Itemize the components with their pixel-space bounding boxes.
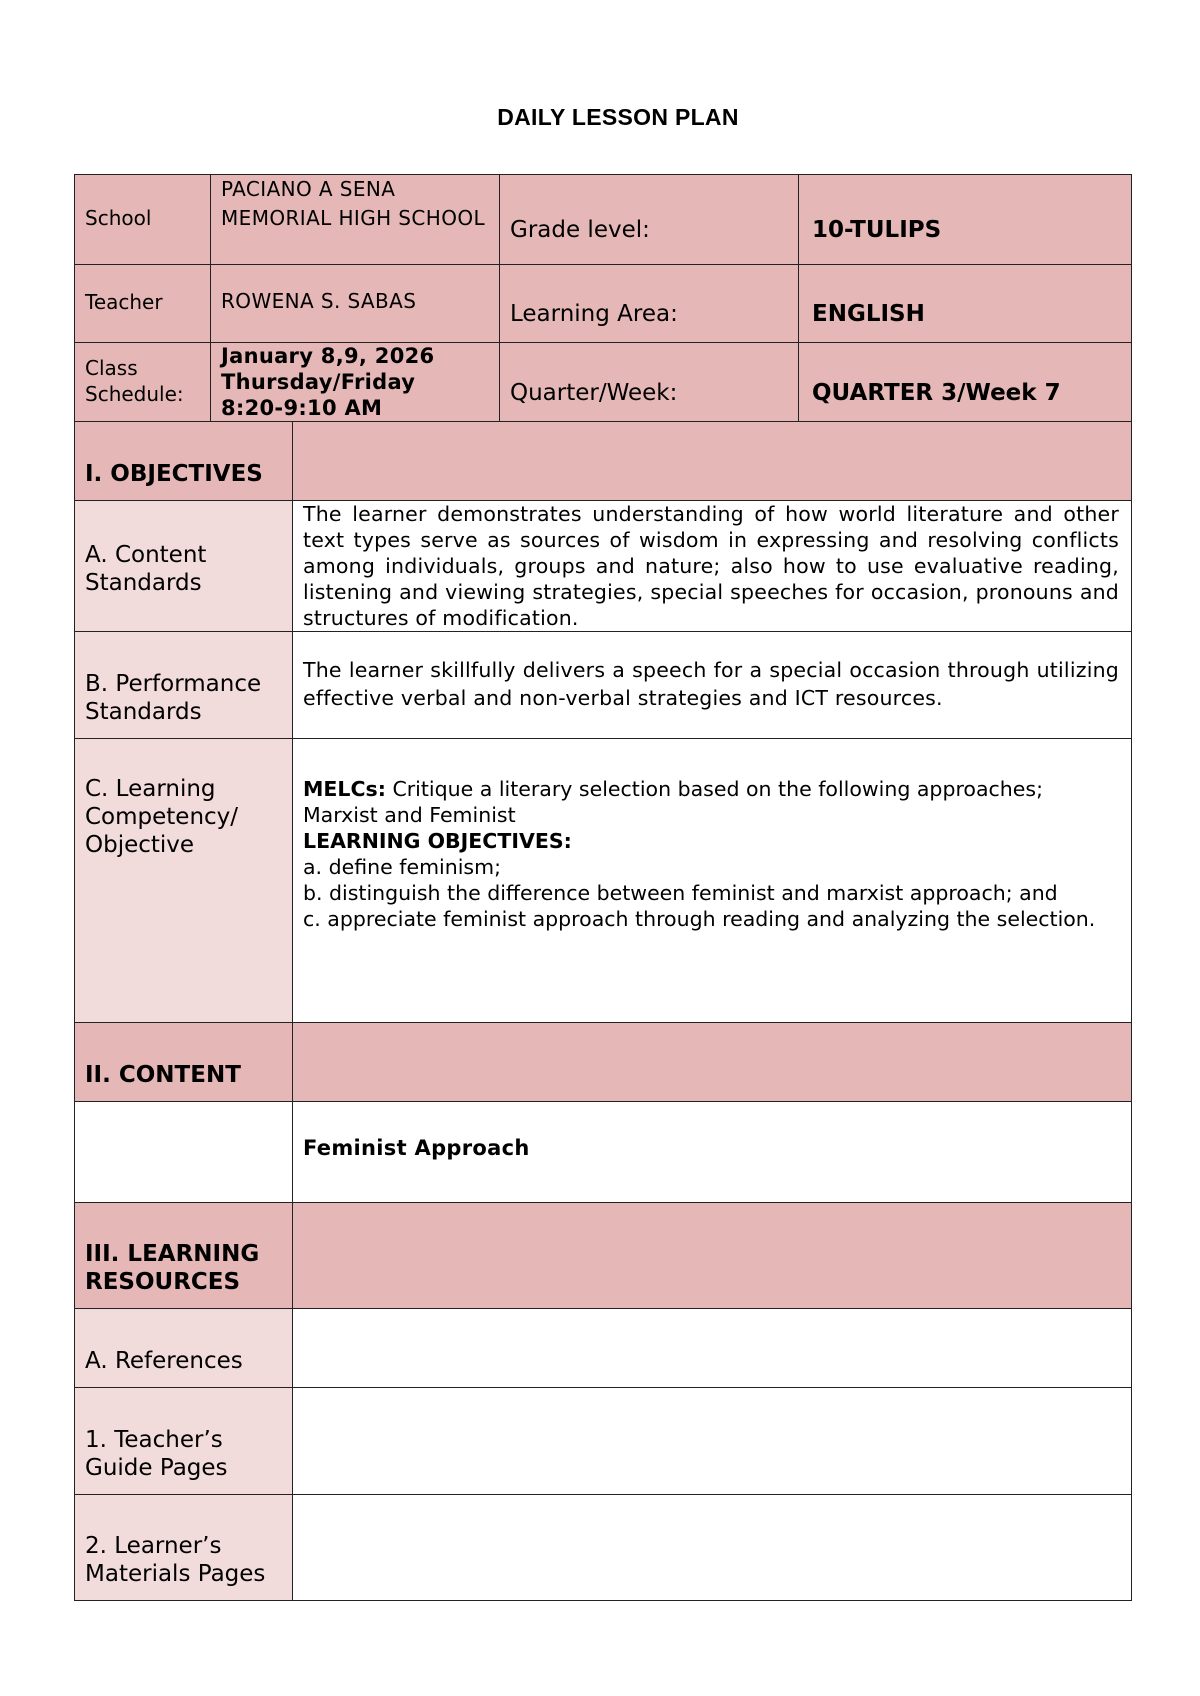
teacher-value: ROWENA S. SABAS: [221, 289, 417, 313]
learners-materials-label: 2. Learner’s Materials Pages: [75, 1495, 293, 1601]
performance-standards-label: B. Performance Standards: [75, 632, 293, 739]
learning-area-value: ENGLISH: [812, 301, 925, 327]
performance-standards-text: The learner skillfully delivers a speech for a special occasion through utilizing effective verbal and non-verbal strategies and ICT resources.: [303, 658, 1119, 710]
learning-competency-label: C. Learning Competency/ Objective: [75, 739, 293, 1023]
objective-item: b. distinguish the difference between feminist and marxist approach; and: [303, 881, 1058, 905]
content-standards-row: [75, 501, 1132, 632]
school-value: PACIANO A SENA MEMORIAL HIGH SCHOOL: [221, 177, 486, 230]
schedule-days: Thursday/Friday: [221, 370, 416, 394]
content-standards-label: A. Content Standards: [75, 501, 293, 632]
learning-area-label: Learning Area:: [510, 301, 678, 327]
references-row: [75, 1309, 1132, 1388]
quarter-week-value: QUARTER 3/Week 7: [812, 380, 1061, 406]
page-title: DAILY LESSON PLAN: [497, 104, 739, 130]
schedule-time: 8:20-9:10 AM: [221, 396, 383, 420]
melcs-paragraph: [303, 776, 1119, 828]
quarter-week-label: Quarter/Week:: [510, 380, 678, 406]
teachers-guide-label: 1. Teacher’s Guide Pages: [75, 1388, 293, 1495]
content-heading-row: [75, 1023, 1132, 1102]
objectives-row: [75, 422, 1132, 501]
objective-item: c. appreciate feminist approach through reading and analyzing the selection.: [303, 907, 1096, 931]
grade-level-label: Grade level:: [510, 217, 650, 243]
learners-materials-row: [75, 1495, 1132, 1601]
resources-heading: III. LEARNING RESOURCES: [75, 1203, 293, 1309]
references-label: A. References: [75, 1309, 293, 1388]
grade-level-value: 10-TULIPS: [812, 217, 942, 243]
class-schedule-value: [221, 343, 496, 421]
resources-heading-row: [75, 1203, 1132, 1309]
teacher-label: Teacher: [85, 290, 163, 314]
learning-objectives-label: LEARNING OBJECTIVES:: [303, 829, 572, 853]
melcs-text: Critique a literary selection based on the following approaches; Marxist and Feminist: [303, 777, 1044, 827]
teachers-guide-row: [75, 1388, 1132, 1495]
objective-item: a. define feminism;: [303, 855, 501, 879]
performance-standards-row: [75, 632, 1132, 739]
content-topic: Feminist Approach: [303, 1136, 530, 1160]
school-label: School: [85, 206, 152, 230]
content-topic-row: [75, 1102, 1132, 1203]
lesson-plan-table: [74, 421, 1132, 1601]
objectives-heading: I. OBJECTIVES: [75, 422, 293, 501]
header-info-table: [74, 174, 1132, 422]
content-heading: II. CONTENT: [75, 1023, 293, 1102]
schedule-date: January 8,9, 2026: [221, 344, 435, 368]
learning-competency-cell: [293, 739, 1132, 1023]
class-schedule-label: Class Schedule:: [85, 356, 184, 406]
content-standards-text: The learner demonstrates understanding of how world literature and other text types serve as sources of wisdom in expressing and resolving conflicts among individuals, groups and nature; also how to use evaluative reading, listening and viewing strategies, special speeches for occasion, pronouns and structures of modification.: [303, 502, 1119, 630]
melcs-label: MELCs:: [303, 777, 386, 801]
learning-competency-row: [75, 739, 1132, 1023]
